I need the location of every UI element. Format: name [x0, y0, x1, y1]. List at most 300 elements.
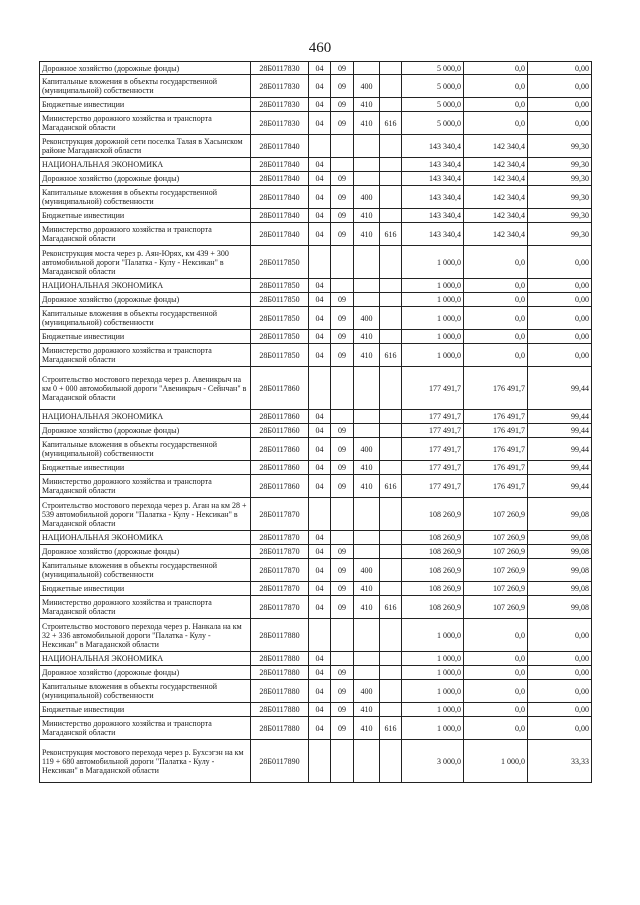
row-section: 04 [309, 424, 331, 438]
row-actual-amount: 0,0 [464, 62, 528, 75]
row-ministry-code [380, 367, 402, 410]
row-percent: 99,44 [528, 410, 592, 424]
row-section: 04 [309, 545, 331, 559]
row-name: Бюджетные инвестиции [40, 582, 251, 596]
table-row [40, 209, 592, 223]
row-percent: 99,30 [528, 135, 592, 158]
row-actual-amount: 176 491,7 [464, 410, 528, 424]
table-row [40, 666, 592, 680]
row-section: 04 [309, 582, 331, 596]
row-percent: 0,00 [528, 98, 592, 112]
row-section: 04 [309, 223, 331, 246]
row-name: Капитальные вложения в объекты государственной (муниципальной) собственности [40, 75, 251, 98]
row-plan-amount: 177 491,7 [402, 475, 464, 498]
row-section: 04 [309, 680, 331, 703]
row-plan-amount: 1 000,0 [402, 344, 464, 367]
row-name: Дорожное хозяйство (дорожные фонды) [40, 62, 251, 75]
row-percent: 0,00 [528, 619, 592, 652]
row-section [309, 367, 331, 410]
table-row [40, 330, 592, 344]
row-ministry-code [380, 666, 402, 680]
row-name: НАЦИОНАЛЬНАЯ ЭКОНОМИКА [40, 279, 251, 293]
row-percent: 0,00 [528, 344, 592, 367]
row-plan-amount: 1 000,0 [402, 619, 464, 652]
row-section: 04 [309, 186, 331, 209]
row-ministry-code [380, 186, 402, 209]
row-ministry-code: 616 [380, 717, 402, 740]
row-section [309, 135, 331, 158]
row-expense-type [354, 135, 380, 158]
row-code: 28Б0117880 [251, 703, 309, 717]
row-ministry-code [380, 158, 402, 172]
row-ministry-code [380, 559, 402, 582]
row-actual-amount: 1 000,0 [464, 740, 528, 783]
row-expense-type [354, 498, 380, 531]
table-row [40, 424, 592, 438]
row-subsection [331, 652, 354, 666]
row-plan-amount: 1 000,0 [402, 307, 464, 330]
table-row [40, 223, 592, 246]
row-percent: 99,44 [528, 367, 592, 410]
row-subsection [331, 135, 354, 158]
row-subsection [331, 367, 354, 410]
row-actual-amount: 107 260,9 [464, 531, 528, 545]
row-subsection: 09 [331, 582, 354, 596]
row-actual-amount: 107 260,9 [464, 545, 528, 559]
row-expense-type [354, 531, 380, 545]
row-subsection: 09 [331, 293, 354, 307]
table-row [40, 475, 592, 498]
table-row [40, 559, 592, 582]
row-subsection: 09 [331, 223, 354, 246]
row-ministry-code [380, 75, 402, 98]
table-row [40, 596, 592, 619]
row-actual-amount: 0,0 [464, 307, 528, 330]
row-plan-amount: 108 260,9 [402, 596, 464, 619]
row-expense-type: 410 [354, 209, 380, 223]
table-body [40, 62, 592, 783]
table-row [40, 158, 592, 172]
row-name: Строительство мостового перехода через р. Нанкала на км 32 + 336 автомобильной дороги "Палатка - Кулу - Нексикан" в Магаданской области [40, 619, 251, 652]
row-code: 28Б0117840 [251, 172, 309, 186]
row-subsection [331, 246, 354, 279]
row-subsection: 09 [331, 307, 354, 330]
row-percent: 0,00 [528, 246, 592, 279]
row-expense-type: 410 [354, 223, 380, 246]
table-row [40, 740, 592, 783]
row-code: 28Б0117840 [251, 186, 309, 209]
table-row [40, 246, 592, 279]
row-percent: 99,30 [528, 209, 592, 223]
row-expense-type: 400 [354, 307, 380, 330]
row-expense-type: 410 [354, 703, 380, 717]
row-actual-amount: 142 340,4 [464, 223, 528, 246]
row-subsection: 09 [331, 559, 354, 582]
row-section: 04 [309, 344, 331, 367]
table-row [40, 582, 592, 596]
row-plan-amount: 1 000,0 [402, 703, 464, 717]
row-plan-amount: 143 340,4 [402, 135, 464, 158]
row-expense-type [354, 62, 380, 75]
table-row [40, 703, 592, 717]
row-ministry-code [380, 330, 402, 344]
row-code: 28Б0117880 [251, 666, 309, 680]
row-code: 28Б0117830 [251, 112, 309, 135]
row-expense-type: 410 [354, 344, 380, 367]
row-code: 28Б0117840 [251, 223, 309, 246]
row-ministry-code [380, 98, 402, 112]
table-row [40, 112, 592, 135]
row-section: 04 [309, 438, 331, 461]
table-row [40, 531, 592, 545]
row-percent: 0,00 [528, 652, 592, 666]
row-percent: 0,00 [528, 75, 592, 98]
row-name: Министерство дорожного хозяйства и транспорта Магаданской области [40, 596, 251, 619]
row-subsection: 09 [331, 344, 354, 367]
row-code: 28Б0117830 [251, 75, 309, 98]
row-subsection: 09 [331, 186, 354, 209]
row-subsection: 09 [331, 703, 354, 717]
row-name: Реконструкция моста через р. Аян-Юрях, км 439 + 300 автомобильной дороги "Палатка - Кулу - Нексикан" в Магаданской области [40, 246, 251, 279]
row-code: 28Б0117870 [251, 531, 309, 545]
row-name: Бюджетные инвестиции [40, 98, 251, 112]
row-plan-amount: 5 000,0 [402, 62, 464, 75]
table-row [40, 717, 592, 740]
row-actual-amount: 176 491,7 [464, 424, 528, 438]
row-percent: 0,00 [528, 279, 592, 293]
row-actual-amount: 176 491,7 [464, 438, 528, 461]
row-percent: 99,08 [528, 582, 592, 596]
table-row [40, 680, 592, 703]
row-expense-type: 410 [354, 98, 380, 112]
row-plan-amount: 177 491,7 [402, 424, 464, 438]
row-code: 28Б0117890 [251, 740, 309, 783]
row-subsection: 09 [331, 209, 354, 223]
row-actual-amount: 142 340,4 [464, 186, 528, 209]
row-code: 28Б0117850 [251, 307, 309, 330]
row-actual-amount: 142 340,4 [464, 209, 528, 223]
row-plan-amount: 143 340,4 [402, 186, 464, 209]
row-percent: 0,00 [528, 293, 592, 307]
row-plan-amount: 1 000,0 [402, 652, 464, 666]
table-row [40, 98, 592, 112]
row-percent: 99,44 [528, 438, 592, 461]
row-section: 04 [309, 596, 331, 619]
row-subsection [331, 498, 354, 531]
row-code: 28Б0117860 [251, 410, 309, 424]
row-expense-type [354, 367, 380, 410]
row-code: 28Б0117830 [251, 98, 309, 112]
row-name: Министерство дорожного хозяйства и транспорта Магаданской области [40, 344, 251, 367]
row-section: 04 [309, 475, 331, 498]
row-name: Строительство мостового перехода через р. Аган на км 28 + 539 автомобильной дороги "Палатка - Кулу - Нексикан" в Магаданской области [40, 498, 251, 531]
row-code: 28Б0117860 [251, 475, 309, 498]
row-section [309, 740, 331, 783]
row-name: Бюджетные инвестиции [40, 703, 251, 717]
row-section: 04 [309, 279, 331, 293]
row-plan-amount: 177 491,7 [402, 438, 464, 461]
row-ministry-code [380, 461, 402, 475]
row-plan-amount: 177 491,7 [402, 367, 464, 410]
page-number: 460 [308, 40, 332, 56]
table-row [40, 307, 592, 330]
row-name: Дорожное хозяйство (дорожные фонды) [40, 293, 251, 307]
row-subsection: 09 [331, 75, 354, 98]
row-percent: 99,44 [528, 461, 592, 475]
row-code: 28Б0117870 [251, 498, 309, 531]
row-expense-type [354, 158, 380, 172]
table-row [40, 344, 592, 367]
row-subsection: 09 [331, 666, 354, 680]
row-actual-amount: 0,0 [464, 112, 528, 135]
row-ministry-code: 616 [380, 223, 402, 246]
table-row [40, 652, 592, 666]
row-section: 04 [309, 559, 331, 582]
row-percent: 33,33 [528, 740, 592, 783]
row-ministry-code [380, 135, 402, 158]
row-ministry-code [380, 293, 402, 307]
row-ministry-code [380, 545, 402, 559]
row-ministry-code: 616 [380, 596, 402, 619]
row-plan-amount: 1 000,0 [402, 293, 464, 307]
row-actual-amount: 176 491,7 [464, 461, 528, 475]
row-name: Дорожное хозяйство (дорожные фонды) [40, 545, 251, 559]
row-section: 04 [309, 172, 331, 186]
row-plan-amount: 143 340,4 [402, 223, 464, 246]
row-ministry-code [380, 498, 402, 531]
table-row [40, 619, 592, 652]
row-actual-amount: 0,0 [464, 293, 528, 307]
row-actual-amount: 0,0 [464, 703, 528, 717]
row-expense-type [354, 652, 380, 666]
row-expense-type [354, 545, 380, 559]
row-subsection [331, 158, 354, 172]
row-actual-amount: 107 260,9 [464, 559, 528, 582]
row-expense-type [354, 410, 380, 424]
row-name: Капитальные вложения в объекты государственной (муниципальной) собственности [40, 559, 251, 582]
row-code: 28Б0117830 [251, 62, 309, 75]
row-actual-amount: 0,0 [464, 717, 528, 740]
row-actual-amount: 0,0 [464, 680, 528, 703]
row-actual-amount: 0,0 [464, 666, 528, 680]
table-row [40, 438, 592, 461]
row-plan-amount: 143 340,4 [402, 172, 464, 186]
row-plan-amount: 1 000,0 [402, 680, 464, 703]
row-name: Капитальные вложения в объекты государственной (муниципальной) собственности [40, 680, 251, 703]
row-percent: 0,00 [528, 112, 592, 135]
row-subsection: 09 [331, 596, 354, 619]
row-code: 28Б0117840 [251, 209, 309, 223]
row-section: 04 [309, 75, 331, 98]
row-name: Министерство дорожного хозяйства и транспорта Магаданской области [40, 475, 251, 498]
row-code: 28Б0117850 [251, 330, 309, 344]
row-section: 04 [309, 293, 331, 307]
row-percent: 99,08 [528, 498, 592, 531]
row-expense-type: 410 [354, 717, 380, 740]
row-subsection: 09 [331, 112, 354, 135]
row-subsection [331, 619, 354, 652]
row-section: 04 [309, 307, 331, 330]
row-expense-type [354, 666, 380, 680]
table-row [40, 135, 592, 158]
row-subsection: 09 [331, 330, 354, 344]
row-actual-amount: 107 260,9 [464, 582, 528, 596]
row-percent: 0,00 [528, 717, 592, 740]
table-row [40, 545, 592, 559]
row-subsection: 09 [331, 680, 354, 703]
row-percent: 99,08 [528, 596, 592, 619]
row-subsection: 09 [331, 475, 354, 498]
row-plan-amount: 143 340,4 [402, 158, 464, 172]
row-section: 04 [309, 410, 331, 424]
row-expense-type: 410 [354, 112, 380, 135]
row-actual-amount: 0,0 [464, 98, 528, 112]
row-section: 04 [309, 330, 331, 344]
row-expense-type [354, 740, 380, 783]
table-row [40, 186, 592, 209]
row-section: 04 [309, 531, 331, 545]
table-row [40, 498, 592, 531]
row-name: Бюджетные инвестиции [40, 461, 251, 475]
row-actual-amount: 0,0 [464, 246, 528, 279]
row-name: НАЦИОНАЛЬНАЯ ЭКОНОМИКА [40, 531, 251, 545]
row-expense-type: 400 [354, 680, 380, 703]
row-ministry-code [380, 172, 402, 186]
row-code: 28Б0117860 [251, 461, 309, 475]
row-percent: 0,00 [528, 62, 592, 75]
row-ministry-code [380, 410, 402, 424]
row-actual-amount: 0,0 [464, 619, 528, 652]
row-percent: 99,44 [528, 424, 592, 438]
row-name: Капитальные вложения в объекты государственной (муниципальной) собственности [40, 438, 251, 461]
row-plan-amount: 1 000,0 [402, 666, 464, 680]
row-section: 04 [309, 666, 331, 680]
row-plan-amount: 108 260,9 [402, 559, 464, 582]
row-code: 28Б0117850 [251, 293, 309, 307]
row-name: Министерство дорожного хозяйства и транспорта Магаданской области [40, 717, 251, 740]
row-code: 28Б0117840 [251, 135, 309, 158]
row-subsection: 09 [331, 461, 354, 475]
row-ministry-code [380, 438, 402, 461]
row-plan-amount: 108 260,9 [402, 582, 464, 596]
row-code: 28Б0117880 [251, 717, 309, 740]
row-name: НАЦИОНАЛЬНАЯ ЭКОНОМИКА [40, 410, 251, 424]
row-actual-amount: 0,0 [464, 652, 528, 666]
row-subsection: 09 [331, 424, 354, 438]
row-name: НАЦИОНАЛЬНАЯ ЭКОНОМИКА [40, 652, 251, 666]
row-section [309, 498, 331, 531]
row-actual-amount: 176 491,7 [464, 475, 528, 498]
table-row [40, 410, 592, 424]
row-ministry-code [380, 703, 402, 717]
row-expense-type [354, 279, 380, 293]
row-section: 04 [309, 112, 331, 135]
row-section: 04 [309, 209, 331, 223]
row-actual-amount: 142 340,4 [464, 135, 528, 158]
row-plan-amount: 5 000,0 [402, 98, 464, 112]
row-ministry-code [380, 582, 402, 596]
table-row [40, 293, 592, 307]
row-ministry-code: 616 [380, 112, 402, 135]
row-expense-type [354, 293, 380, 307]
row-expense-type: 400 [354, 186, 380, 209]
row-actual-amount: 107 260,9 [464, 498, 528, 531]
row-subsection [331, 531, 354, 545]
row-code: 28Б0117880 [251, 619, 309, 652]
row-name: Бюджетные инвестиции [40, 330, 251, 344]
row-expense-type: 410 [354, 475, 380, 498]
row-name: Министерство дорожного хозяйства и транспорта Магаданской области [40, 112, 251, 135]
row-percent: 0,00 [528, 330, 592, 344]
table-row [40, 75, 592, 98]
row-subsection: 09 [331, 717, 354, 740]
row-expense-type: 400 [354, 75, 380, 98]
row-code: 28Б0117840 [251, 158, 309, 172]
row-code: 28Б0117860 [251, 438, 309, 461]
row-section: 04 [309, 98, 331, 112]
row-plan-amount: 5 000,0 [402, 75, 464, 98]
row-ministry-code [380, 740, 402, 783]
row-expense-type [354, 619, 380, 652]
row-name: Дорожное хозяйство (дорожные фонды) [40, 172, 251, 186]
row-percent: 99,30 [528, 172, 592, 186]
row-code: 28Б0117850 [251, 279, 309, 293]
row-ministry-code: 616 [380, 344, 402, 367]
row-section: 04 [309, 461, 331, 475]
row-name: Строительство мостового перехода через р. Авеникрыч на км 0 + 000 автомобильной дороги "Авеникрыч - Сейнчан" в Магаданской области [40, 367, 251, 410]
row-plan-amount: 3 000,0 [402, 740, 464, 783]
row-percent: 99,08 [528, 559, 592, 582]
row-plan-amount: 108 260,9 [402, 545, 464, 559]
row-code: 28Б0117860 [251, 367, 309, 410]
row-code: 28Б0117850 [251, 344, 309, 367]
row-subsection [331, 740, 354, 783]
row-name: Реконструкция мостового перехода через р. Бухсэгэн на км 119 + 680 автомобильной дороги "Палатка - Кулу - Нексикан" в Магаданской области [40, 740, 251, 783]
table-row [40, 62, 592, 75]
row-actual-amount: 0,0 [464, 75, 528, 98]
row-subsection: 09 [331, 545, 354, 559]
row-ministry-code [380, 246, 402, 279]
row-plan-amount: 1 000,0 [402, 279, 464, 293]
row-subsection: 09 [331, 172, 354, 186]
row-name: Дорожное хозяйство (дорожные фонды) [40, 424, 251, 438]
row-ministry-code [380, 209, 402, 223]
row-percent: 0,00 [528, 307, 592, 330]
row-ministry-code [380, 62, 402, 75]
row-ministry-code [380, 531, 402, 545]
row-code: 28Б0117870 [251, 596, 309, 619]
row-expense-type: 400 [354, 559, 380, 582]
row-plan-amount: 177 491,7 [402, 461, 464, 475]
row-actual-amount: 0,0 [464, 330, 528, 344]
table-row [40, 279, 592, 293]
row-ministry-code [380, 307, 402, 330]
row-expense-type: 410 [354, 461, 380, 475]
row-section: 04 [309, 717, 331, 740]
row-plan-amount: 177 491,7 [402, 410, 464, 424]
row-plan-amount: 143 340,4 [402, 209, 464, 223]
row-percent: 99,30 [528, 158, 592, 172]
row-expense-type [354, 424, 380, 438]
row-plan-amount: 1 000,0 [402, 246, 464, 279]
row-subsection: 09 [331, 62, 354, 75]
row-percent: 99,30 [528, 186, 592, 209]
row-ministry-code [380, 424, 402, 438]
row-plan-amount: 1 000,0 [402, 330, 464, 344]
row-plan-amount: 108 260,9 [402, 531, 464, 545]
table-row [40, 367, 592, 410]
row-code: 28Б0117870 [251, 545, 309, 559]
